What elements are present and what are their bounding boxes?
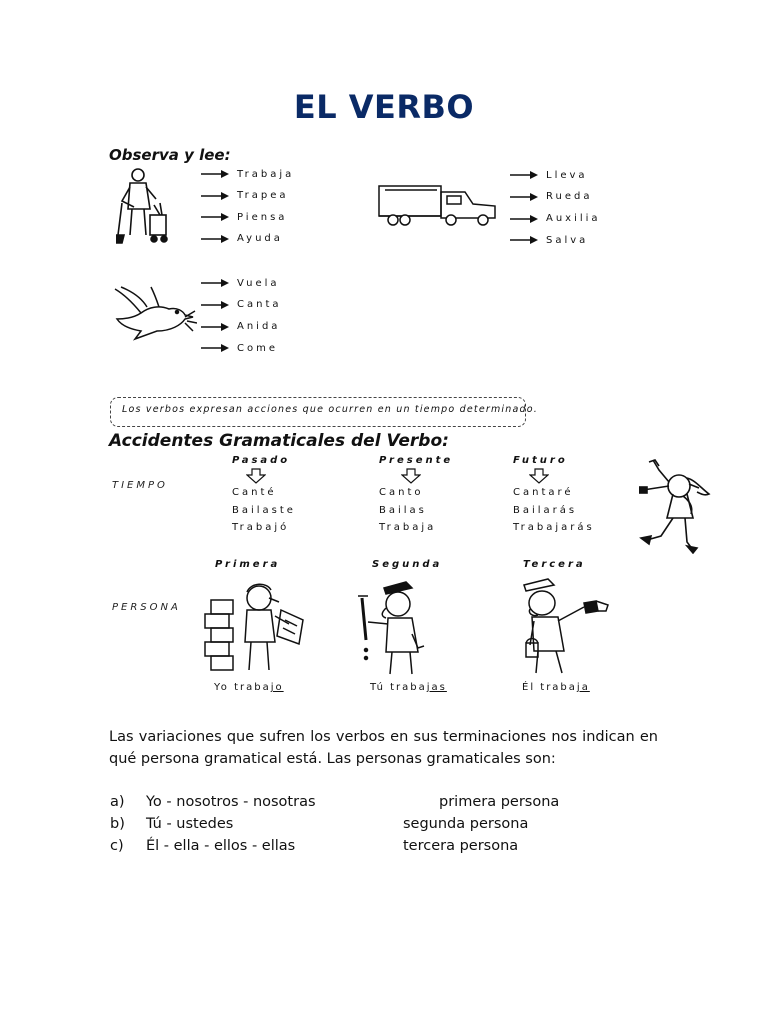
arrow-right-icon (201, 323, 229, 331)
truck-illustration (377, 182, 499, 228)
list-item-b-person: segunda persona (403, 816, 529, 832)
persona-head-tercera: Tercera (523, 559, 586, 570)
list-item: Trabajarás (513, 522, 595, 533)
list-item: Bailaste (232, 504, 296, 516)
list-item-c-person: tercera persona (403, 838, 519, 854)
arrow-right-icon (510, 236, 538, 244)
arrow-right-icon (201, 279, 229, 287)
verb-row (201, 209, 287, 225)
caption-ending: jo (270, 682, 284, 693)
verb-row (201, 275, 280, 291)
persona-caption-tercera (522, 682, 590, 693)
verb-row (510, 189, 592, 205)
verb-row (201, 297, 282, 313)
verb-row (201, 166, 294, 182)
painter-illustration (520, 577, 612, 677)
verb-row (201, 188, 289, 204)
list-item-b-marker: b) (110, 816, 125, 832)
persona-label: PERSONA (112, 602, 181, 613)
list-item-a-marker: a) (110, 794, 125, 810)
verb-row (510, 232, 588, 248)
persona-head-segunda: Segunda (372, 559, 443, 570)
verb-row (201, 231, 283, 247)
arrow-right-icon (201, 213, 229, 221)
list-item-c-pronouns: Él - ella - ellos - ellas (146, 838, 296, 854)
boxes-worker-illustration (203, 580, 309, 676)
verb-label: Lleva (546, 169, 588, 181)
verb-label: Auxilia (546, 213, 601, 225)
verb-row (510, 211, 601, 227)
arrow-right-icon (510, 171, 538, 179)
verb-label: Piensa (237, 211, 288, 223)
tiempo-label: TIEMPO (112, 480, 168, 491)
verb-row (510, 167, 588, 183)
janitor-illustration (116, 165, 174, 247)
column-head: Presente (379, 455, 454, 466)
arrow-right-icon (201, 170, 229, 178)
definition-text: Los verbos expresan acciones que ocurren en un tiempo determinado. (122, 404, 538, 415)
list-item-c-marker: c) (110, 838, 124, 854)
list-item-a-pronouns: Yo - nosotros - nosotras (146, 794, 316, 810)
verb-label: Rueda (546, 191, 593, 203)
girl-singing-illustration (639, 458, 717, 554)
explanation-paragraph: Las variaciones que sufren los verbos en sus terminaciones nos indican en qué persona gramatical está. Las personas gramaticales son: (109, 729, 658, 767)
verb-label: Come (237, 342, 278, 354)
persona-caption-segunda (370, 682, 447, 693)
verb-label: Ayuda (237, 233, 283, 244)
caption-stem: Yo traba (214, 682, 271, 693)
down-arrow-icon (529, 468, 549, 484)
caption-ending: ja (576, 682, 590, 693)
list-item: Bailas (379, 504, 427, 516)
tiempo-column-futuro (513, 455, 595, 537)
accidentes-heading: Accidentes Gramaticales del Verbo: (109, 431, 449, 451)
verb-row (201, 340, 278, 356)
verb-row (201, 319, 280, 335)
verb-label: Vuela (237, 277, 280, 289)
caption-stem: Él traba (522, 682, 577, 693)
list-item: Canté (232, 487, 277, 498)
arrow-right-icon (201, 301, 229, 309)
column-head: Futuro (513, 455, 568, 466)
tiempo-column-presente (379, 455, 453, 537)
verb-label: Trabaja (237, 168, 295, 180)
persona-caption-primera (214, 682, 284, 693)
list-item: Trabaja (379, 522, 437, 533)
column-head: Pasado (232, 455, 291, 466)
arrow-right-icon (201, 235, 229, 243)
list-item: Trabajó (232, 522, 290, 533)
verb-label: Canta (237, 299, 282, 311)
arrow-right-icon (510, 215, 538, 223)
list-item-a-person: primera persona (439, 794, 560, 810)
dove-illustration (111, 285, 197, 341)
page-title: EL VERBO (293, 88, 475, 126)
tiempo-column-pasado (232, 455, 296, 537)
down-arrow-icon (246, 468, 266, 484)
verb-label: Salva (546, 234, 589, 246)
arrow-right-icon (510, 193, 538, 201)
list-item-b-pronouns: Tú - ustedes (146, 816, 234, 832)
verb-label: Anida (237, 321, 281, 333)
plumber-illustration (356, 578, 428, 678)
list-item: Canto (379, 487, 424, 498)
persona-head-primera: Primera (215, 559, 281, 570)
down-arrow-icon (401, 468, 421, 484)
caption-stem: Tú traba (370, 682, 427, 693)
arrow-right-icon (201, 192, 229, 200)
list-item: Bailarás (513, 504, 578, 516)
arrow-right-icon (201, 344, 229, 352)
verb-label: Trapea (237, 190, 289, 201)
observe-heading: Observa y lee: (109, 146, 231, 164)
caption-ending: jas (426, 682, 447, 693)
list-item: Cantaré (513, 487, 574, 498)
